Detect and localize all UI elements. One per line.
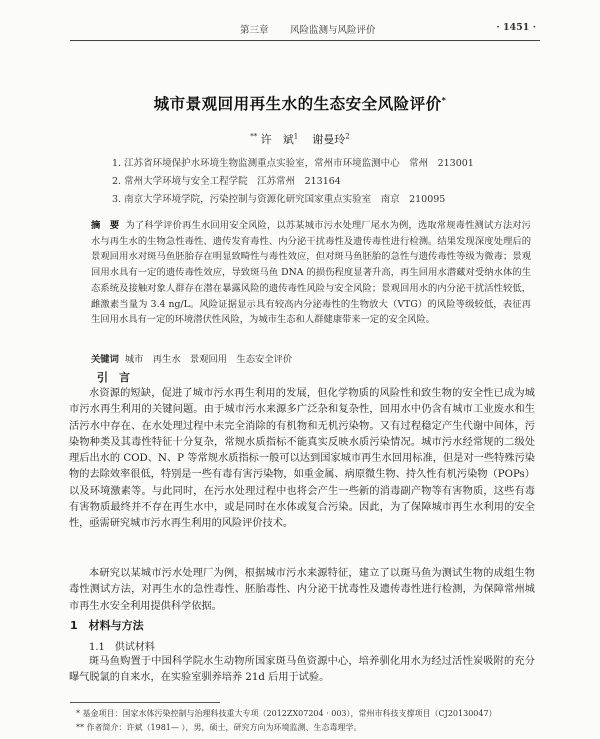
footnote-funding: * 基金项目：国家水体污染控制与治理科技重大专项（2012ZX07204 · 003），常州市科技支撑项目（CJ20130047） <box>76 709 497 718</box>
keywords-text: 城市 再生水 景观回用 生态安全评价 <box>124 354 293 365</box>
abstract-text: 为了科学评价再生水回用安全风险，以苏某城市污水处理厂尾水为例，选取常规毒性测试方法对污水与再生水的生物急性毒性、遗传发育毒性、内分泌干扰毒性及遗传毒性进行检测。结果发现深度处理后的景观回用水对斑马鱼胚胎存在明显致畸性与毒性效应，但对斑马鱼胚胎的急性与遗传毒性等级为微毒；景观回用水具有一定的遗传毒性效应，导致斑马鱼 DNA 的损伤程度显著升高，再生回用水潜藏对受纳水体的生态系统及接触对象人群存在潜在暴露风险的遗传毒性风险与安全风险；景观回用水的内分泌干扰活性较低，雌激素当量为 3.4 ng/L。风险证据显示具有较高内分泌毒性的生物放大（VTG）的风险等级较低，表征再生回用水具有一定的环境潜伏性风险，为城市生态和人群健康带来一定的安全风险。 <box>91 220 531 326</box>
abstract <box>91 218 531 328</box>
author-1-sup: 1 <box>293 132 299 141</box>
intro-paragraph-2: 本研究以某城市污水处理厂为例，根据城市污水来源特征，建立了以斑马鱼为测试生物的成组生物毒性测试方法，对再生水的急性毒性、胚胎毒性、内分泌干扰毒性及遗传毒性进行检测，为保障常州城市再生水安全利用提供科学依据。 <box>69 568 535 612</box>
author-2-sup: 2 <box>345 132 350 141</box>
footnote-rule <box>70 702 220 703</box>
methods-subheading: 1.1 供试材料 <box>89 642 155 653</box>
intro-paragraph-1: 水资源的短缺，促进了城市污水再生利用的发展，但化学物质的风险性和致生物的安全性已成为城市污水再生利用的关键问题。由于城市污水来源多广泛杂和复杂性，回用水中仍含有城市工业废水和生活污水中存在、在水处理过程中未完全消除的有机物和无机污染物。又有过程稳定产生代谢中间体，污染物种类及其毒性特征十分复杂，常规水质指标不能真实反映水质污染情况。城市污水经常规的二级处理后出水的 COD、N、P 等常规水质指标一般可以达到国家城市再生水回用标准，但是对一些特殊污染物的去除效率很低，特别是一些有毒有害污染物，如重金属、病原微生物、持久性有机污染物（POPs）以及环境激素等。与此同时，在污水处理过程中也将会产生一些新的消毒副产物等有害物质，这些有毒有害物质最终并不存在再生水中，或是同时在水体或复合污染。因此，为了保障城市再生水利用的安全性，亟需研究城市污水再生利用的风险评价技术。 <box>69 388 535 530</box>
header-rule <box>70 40 540 41</box>
affiliation-1: 1. 江苏省环境保护水环境生物监测重点实验室，常州市环境监测中心 常州 213001 <box>112 158 474 169</box>
running-chapter: 第三章 <box>240 25 269 36</box>
paper-title <box>0 92 600 114</box>
page-number: · 1451 · <box>496 22 536 33</box>
affiliation-2: 2. 常州大学环境与安全工程学院 江苏常州 213164 <box>112 176 341 187</box>
author-1: 许 斌 <box>260 133 294 146</box>
affiliation-3: 3. 南京大学环境学院，污染控制与资源化研究国家重点实验室 南京 210095 <box>112 194 446 205</box>
author-2: 谢曼玲 <box>312 133 346 146</box>
methods-heading: 1 材料与方法 <box>70 619 144 632</box>
running-section: 风险监测与风险评价 <box>290 25 376 36</box>
methods-paragraph-1: 斑马鱼购置于中国科学院水生动物所国家斑马鱼资源中心，培养驯化用水为经过活性炭吸附的充分曝气脱氯的自来水，在实验室驯养培养 21d 后用于试验。 <box>69 656 535 684</box>
author-line <box>0 131 600 147</box>
title-text: 城市景观回用再生水的生态安全风险评价 <box>153 95 442 113</box>
keywords-label: 关键词 <box>91 354 119 365</box>
intro-heading: 引 言 <box>97 371 130 384</box>
author-note-mark: ** <box>250 132 258 141</box>
title-mark: * <box>441 95 447 105</box>
abstract-label: 摘 要 <box>91 220 120 231</box>
keywords <box>91 351 531 365</box>
footnote-author: ** 作者简介：许斌（1981— ），男，硕士，研究方向为环境监测、生态毒理学。 <box>76 723 362 732</box>
